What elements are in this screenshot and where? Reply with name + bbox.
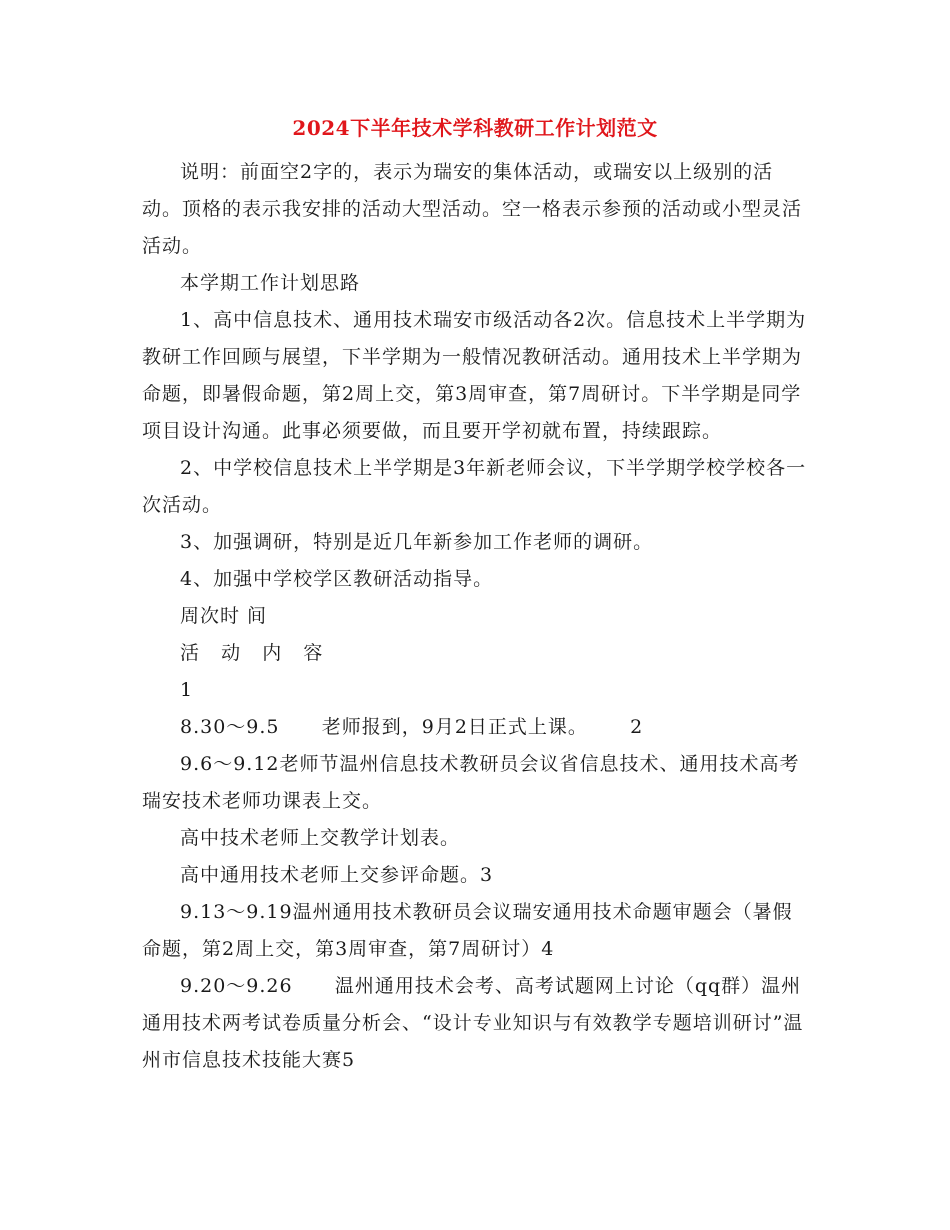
paragraph-plan-heading: 本学期工作计划思路 <box>180 272 361 294</box>
paragraph-week-4-content: 9.20～9.26 温州通用技术会考、高考试题网上讨论（qq群）温州通用技术两考试卷质量分析会、“设计专业知识与有效教学专题培训研讨”温州市信息技术技能大赛5 <box>142 975 804 1071</box>
paragraph-week-1: 1 <box>180 679 194 701</box>
paragraph-item-4: 4、加强中学校学区教研活动指导。 <box>180 568 494 590</box>
document-title: 2024下半年技术学科教研工作计划范文 <box>292 116 658 140</box>
paragraph-week-3-content: 9.13～9.19温州通用技术教研员会议瑞安通用技术命题审题会（暑假命题，第2周上交，第3周审查，第7周研讨）4 <box>142 901 793 960</box>
paragraph-item-2: 2、中学校信息技术上半学期是3年新老师会议，下半学期学校学校各一次活动。 <box>142 457 807 516</box>
paragraph-activity-header: 活 动 内 容 <box>180 642 324 664</box>
paragraph-note: 说明：前面空2字的，表示为瑞安的集体活动，或瑞安以上级别的活动。顶格的表示我安排的活动大型活动。空一格表示参预的活动或小型灵活活动。 <box>142 161 803 257</box>
paragraph-week-time-header: 周次时 间 <box>180 605 268 627</box>
paragraph-item-3: 3、加强调研，特别是近几年新参加工作老师的调研。 <box>180 531 654 553</box>
paragraph-week-2-proposition: 高中通用技术老师上交参评命题。3 <box>180 864 494 886</box>
document-body <box>142 154 812 1079</box>
paragraph-week-2-content: 9.6～9.12老师节温州信息技术教研员会议省信息技术、通用技术高考瑞安技术老师功课表上交。 <box>142 753 800 812</box>
paragraph-week-2-plan: 高中技术老师上交教学计划表。 <box>180 827 461 849</box>
paragraph-item-1: 1、高中信息技术、通用技术瑞安市级活动各2次。信息技术上半学期为教研工作回顾与展望，下半学期为一般情况教研活动。通用技术上半学期为命题，即暑假命题，第2周上交，第3周审查，第7周研讨。下半学期是同学项目设计沟通。此事必须要做，而且要开学初就布置，持续跟踪。 <box>142 309 807 442</box>
paragraph-week-1-content: 8.30～9.5 老师报到，9月2日正式上课。 2 <box>180 716 644 738</box>
